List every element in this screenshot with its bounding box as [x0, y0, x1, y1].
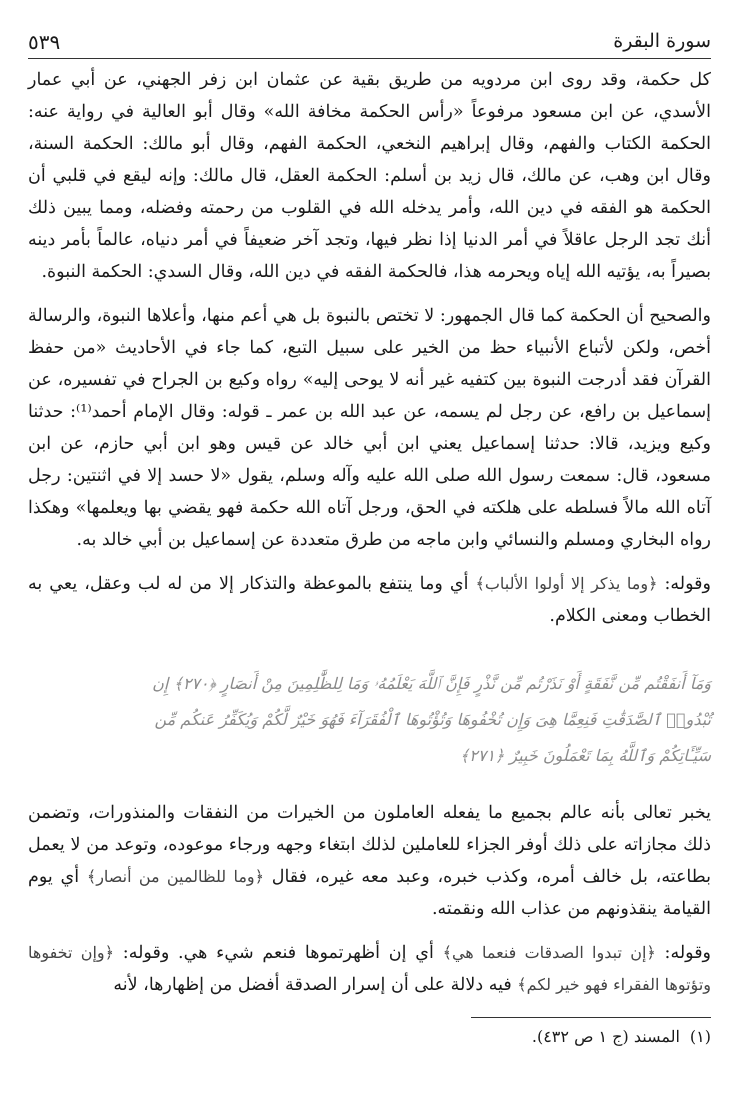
- verse-line: سَيِّـَٔاتِكُمْ وَٱللَّهُ بِمَا تَعْمَلُونَ خَبِيرٌ ﴿٢٧١﴾: [459, 746, 711, 765]
- paragraph-charity: وقوله: ﴿إن تبدوا الصدقات فنعما هي﴾ أي إن أظهرتموها فنعم شيء هي. وقوله: ﴿وإن تخفوها وتؤتوها الفقراء فهو خير لكم﴾ فيه دلالة على أن إسرار الصدقة أفضل من إظهارها، لأنه: [28, 943, 712, 995]
- footnote: [28, 1024, 711, 1050]
- paragraph-spending-knowledge: يخبر تعالى بأنه عالم بجميع ما يفعله العاملون من الخيرات من النفقات والمنذورات، وتضمن ذلك مجازاته على ذلك أوفر الجزاء للعاملين لذلك ابتغاء وجهه ورجاء موعوده، وتوعد من لا يعمل بطاعته، بل خالف أمره، وكذب خبره، وعبد معه غيره، فقال ﴿وما للظالمين من أنصار﴾ أي يوم القيامة ينقذونهم من عذاب الله ونقمته.: [28, 803, 711, 919]
- quran-verse-block: [28, 666, 711, 778]
- footnote-number: (١): [689, 1027, 711, 1046]
- verse-line: وَمَآ أَنفَقْتُم مِّن نَّفَقَةٍ أَوْ نَذَرْتُم مِّن نَّذْرٍ فَإِنَّ ٱللَّهَ يَعْلَمُهُۥ وَمَا لِلظَّٰلِمِينَ مِنْ أَنصَارٍ ﴿٢٧٠﴾ إِن: [152, 674, 711, 693]
- surah-title: سورة البقرة: [613, 30, 711, 52]
- verse-line: تُبْدُوا۟ ٱلصَّدَقَٰتِ فَنِعِمَّا هِىَ وَإِن تُخْفُوهَا وَتُؤْتُوهَا ٱلْفُقَرَآءَ فَهُوَ خَيْرٌ لَّكُمْ وَيُكَفِّرُ عَنكُم مِّن: [154, 710, 711, 729]
- paragraph-correct-view: والصحيح أن الحكمة كما قال الجمهور: لا تختص بالنبوة بل هي أعم منها، وأعلاها النبوة، والرسالة أخص، ولكن لأتباع الأنبياء حظ من الخير على سبيل التبع، كما جاء في الأحاديث «من حفظ القرآن فقد أدرجت النبوة بين كتفيه غير أنه لا يوحى إليه» رواه وكيع بن الجراح في تفسيره، عن إسماعيل بن رافع، عن رجل لم يسمه، عن عبد الله بن عمر ـ قوله: وقال الإمام أحمد⁽¹⁾: حدثنا وكيع ويزيد، قالا: حدثنا إسماعيل يعني ابن أبي خالد عن قيس وهو ابن أبي حازم، عن ابن مسعود، قال: سمعت رسول الله صلى الله عليه وآله وسلم، يقول «لا حسد إلا في اثنتين: رجل آتاه الله مالاً فسلطه على هلكته في الحق، ورجل آتاه الله حكمة فهو يقضي بها ويعلمها» وهكذا رواه البخاري ومسلم والنسائي وابن ماجه من طرق متعددة عن إسماعيل بن أبي خالد به.: [28, 306, 711, 550]
- commentary-text-continued: [28, 797, 711, 1001]
- page-header: [28, 28, 711, 59]
- paragraph-remembrance: وقوله: ﴿وما يذكر إلا أولوا الألباب﴾ أي وما ينتفع بالموعظة والتذكار إلا من له لب وعقل، يعي به الخطاب ومعنى الكلام.: [28, 574, 711, 626]
- quran-quote: ﴿إن تبدوا الصدقات فنعما هي﴾: [442, 943, 656, 962]
- commentary-text: [28, 64, 711, 632]
- footnote-divider: [471, 1017, 711, 1018]
- page-number: ٥٣٩: [28, 30, 61, 54]
- quran-quote: ﴿وما للظالمين من أنصار﴾: [86, 867, 264, 886]
- footnote-text: المسند (ج ١ ص ٤٣٢).: [531, 1027, 680, 1046]
- quran-quote: ﴿وإن تخفوها وتؤتوها الفقراء فهو خير لكم﴾: [28, 943, 711, 994]
- paragraph-wisdom-definitions: كل حكمة، وقد روى ابن مردويه من طريق بقية عن عثمان ابن زفر الجهني، عن أبي عمار الأسدي، عن ابن مسعود مرفوعاً «رأس الحكمة مخافة الله» وقال أبو العالية في رواية عنه: الحكمة الكتاب والفهم، وقال إبراهيم النخعي، الحكمة الفهم، وقال أبو مالك: الحكمة السنة، وقال ابن وهب، عن مالك، قال زيد بن أسلم: الحكمة العقل، قال مالك: وإنه ليقع في قلبي أن الحكمة هو الفقه في دين الله، وأمر يدخله الله في القلوب من رحمته وفضله، ومما يبين ذلك أنك تجد الرجل عاقلاً في أمر الدنيا إذا نظر فيها، وتجد آخر ضعيفاً في أمر دنياه، عالماً بأمر دينه بصيراً به، يؤتيه الله إياه ويحرمه هذا، فالحكمة الفقه في دين الله، وقال السدي: الحكمة النبوة.: [28, 70, 711, 282]
- quran-quote: ﴿وما يذكر إلا أولوا الألباب﴾: [475, 574, 658, 593]
